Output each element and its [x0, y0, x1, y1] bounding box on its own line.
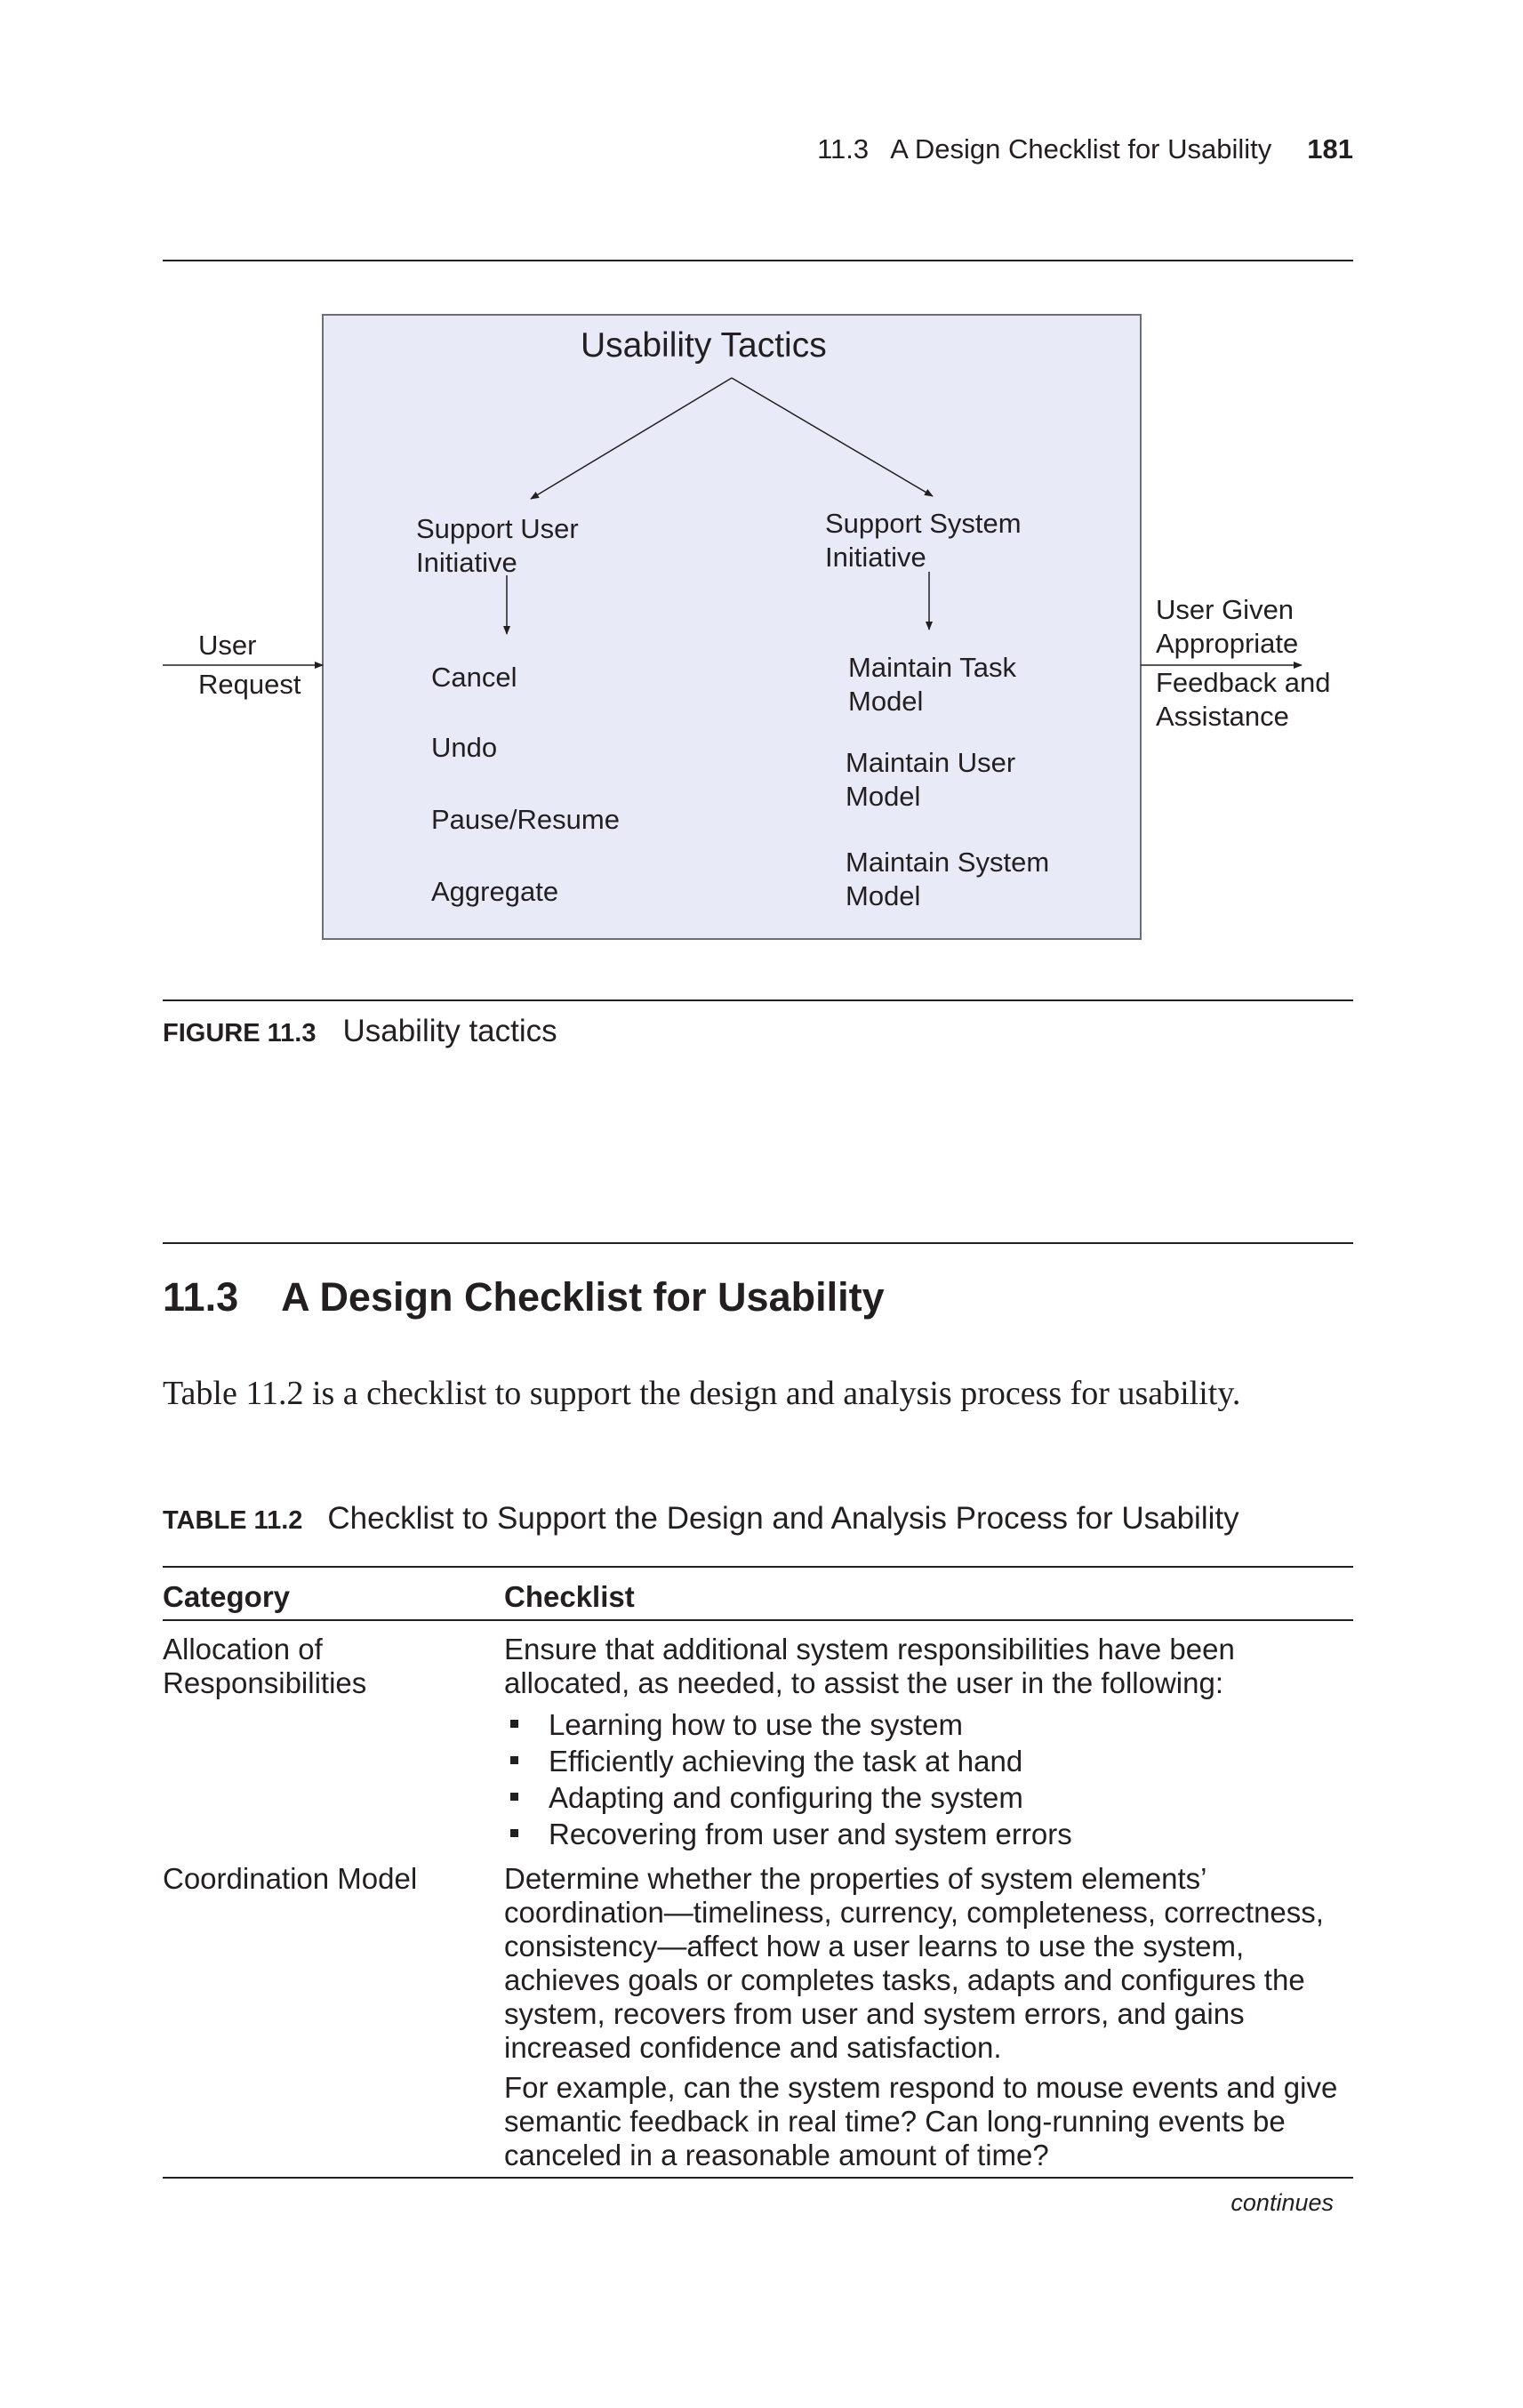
tactic-aggregate: Aggregate [431, 876, 559, 907]
support-user-initiative-line: Initiative [416, 547, 517, 578]
table-caption-text: Checklist to Support the Design and Analysis Process for Usability [327, 1501, 1239, 1536]
table-bottom-rule [163, 2177, 1353, 2179]
figure-caption-text: Usability tactics [342, 1014, 557, 1048]
tactic-line: Model [846, 781, 921, 812]
support-system-initiative-line: Initiative [825, 542, 926, 573]
table-row-checklist [504, 1862, 1349, 2172]
checklist-paragraph: For example, can the system respond to mouse events and give semantic feedback in real time? Can long-running events be canceled in a reasonable amount of time? [504, 2071, 1338, 2171]
figure-caption-label: FIGURE 11.3 [163, 1019, 317, 1047]
tactic-line: Model [848, 686, 924, 717]
section-heading-text: A Design Checklist for Usability [281, 1274, 885, 1320]
tactic-maintain-task-model [848, 651, 1016, 718]
tactic-maintain-system-model [846, 846, 1049, 913]
table-header-rule [163, 1619, 1353, 1621]
section-heading-number: 11.3 [163, 1274, 239, 1320]
table-row-category: Allocation of Responsibilities [163, 1633, 367, 1699]
table-caption [163, 1501, 1239, 1537]
list-item-text: Efficiently achieving the task at hand [549, 1745, 1023, 1778]
table-caption-label: TABLE 11.2 [163, 1506, 303, 1535]
tactic-line: Maintain Task [848, 652, 1016, 683]
continues-label: continues [1230, 2189, 1334, 2216]
running-head-section: 11.3 A Design Checklist for Usability [817, 133, 1272, 165]
bullet-square-icon [510, 1829, 518, 1837]
section-rule [163, 1242, 1353, 1244]
figure-caption [163, 1014, 557, 1049]
checklist-bullets [504, 1706, 1349, 1852]
input-label [198, 629, 301, 702]
tactic-maintain-user-model [846, 746, 1015, 814]
support-system-initiative [825, 507, 1022, 574]
table-header-checklist: Checklist [504, 1580, 635, 1613]
tactic-line: Maintain System [846, 847, 1050, 878]
support-user-initiative [416, 512, 579, 580]
input-label-line: User [198, 630, 257, 661]
list-item [504, 1779, 1349, 1816]
bullet-square-icon [510, 1793, 518, 1801]
output-label-line: Assistance [1156, 701, 1289, 732]
diagram-title: Usability Tactics [581, 326, 827, 365]
support-system-initiative-line: Support System [825, 508, 1022, 539]
checklist-paragraph: Determine whether the properties of system elements’ coordination—timeliness, currency, completeness, correctness, consistency—affect how a user learns to use the system, achieves goals or completes tasks, adapts and configures the system, recovers from user and system errors, and gains increased confidence and satisfaction. [504, 1862, 1324, 2064]
table-row-checklist [504, 1633, 1349, 1852]
list-item [504, 1816, 1349, 1852]
output-label-line: Feedback and [1156, 667, 1331, 698]
top-rule [163, 260, 1353, 261]
list-item-text: Adapting and configuring the system [549, 1781, 1023, 1814]
tactic-line: Model [846, 880, 921, 911]
table-top-rule [163, 1566, 1353, 1568]
tactic-line: Maintain User [846, 747, 1016, 778]
bullet-square-icon [510, 1720, 518, 1728]
output-label-line: Appropriate [1156, 628, 1299, 659]
list-item [504, 1706, 1349, 1743]
figure-caption-rule [163, 999, 1353, 1001]
input-label-line: Request [198, 669, 301, 700]
section-heading [163, 1274, 885, 1320]
tactic-pause-resume: Pause/Resume [431, 804, 620, 835]
list-item-text: Recovering from user and system errors [549, 1818, 1072, 1850]
output-label-line: User Given [1156, 594, 1295, 625]
running-head [817, 133, 1353, 165]
support-user-initiative-line: Support User [416, 513, 579, 544]
table-row-category: Coordination Model [163, 1862, 418, 1895]
tactic-undo: Undo [431, 732, 498, 763]
bullet-square-icon [510, 1756, 518, 1764]
tactic-cancel: Cancel [431, 662, 517, 693]
list-item-text: Learning how to use the system [549, 1708, 963, 1741]
page-number: 181 [1307, 133, 1353, 165]
usability-tactics-diagram [163, 307, 1353, 947]
list-item [504, 1743, 1349, 1779]
body-paragraph: Table 11.2 is a checklist to support the design and analysis process for usability. [163, 1375, 1241, 1412]
table-header-category: Category [163, 1580, 291, 1613]
checklist-paragraph: Ensure that additional system responsibilities have been allocated, as needed, to assist the user in the following: [504, 1633, 1235, 1699]
output-label [1156, 593, 1330, 734]
